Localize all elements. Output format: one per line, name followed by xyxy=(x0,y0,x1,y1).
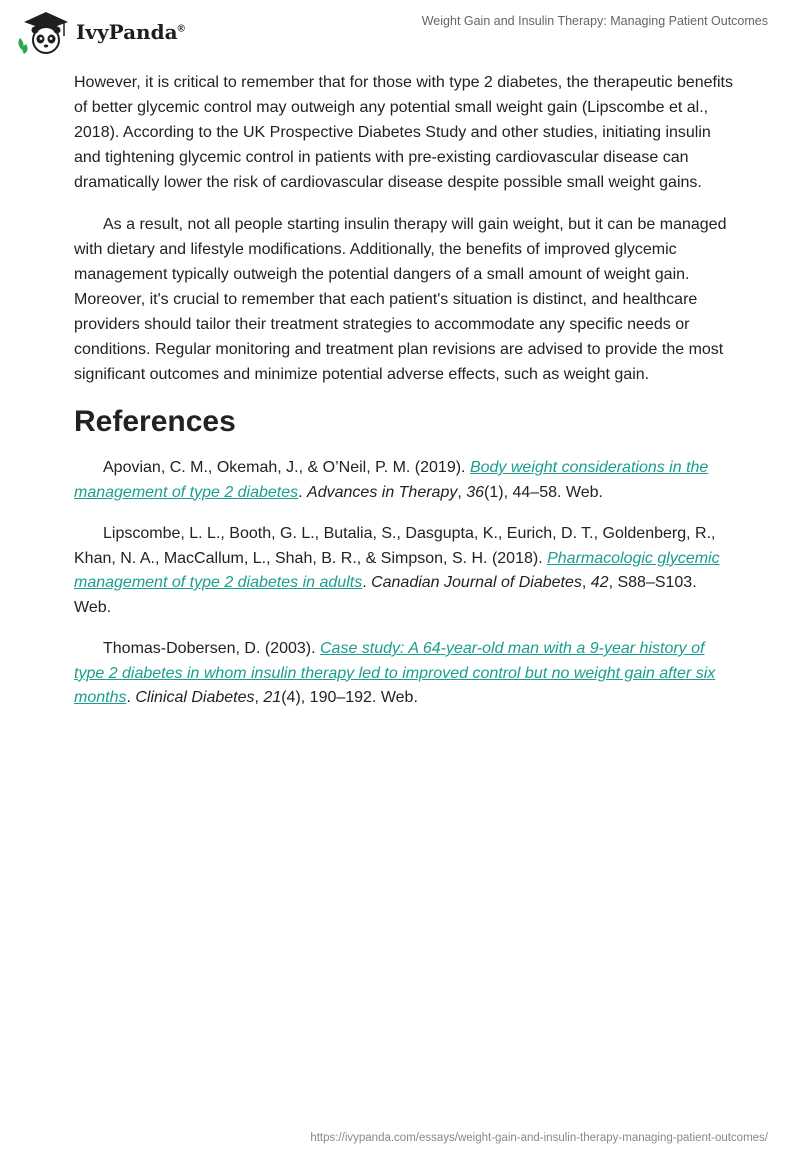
references-heading: References xyxy=(74,405,236,438)
reference-authors: Apovian, C. M., Okemah, J., & O’Neil, P. M. (2019). xyxy=(103,459,466,476)
logo-wordmark: IvyPanda® xyxy=(76,20,185,44)
running-head: Weight Gain and Insulin Therapy: Managing Patient Outcomes xyxy=(421,14,768,28)
ivypanda-logo[interactable] xyxy=(14,8,214,56)
footer-source-url[interactable]: https://ivypanda.com/essays/weight-gain-and-insulin-therapy-managing-patient-outcomes/ xyxy=(310,1132,768,1144)
panda-graduate-icon xyxy=(14,8,72,56)
reference-journal: Canadian Journal of Diabetes xyxy=(371,574,582,591)
reference-pages: (4), 190–192. Web. xyxy=(281,689,418,706)
reference-volume: 21 xyxy=(263,689,282,706)
reference-volume: 36 xyxy=(466,483,485,501)
document-body xyxy=(74,70,734,728)
reference-pages: (1), 44–58. Web. xyxy=(484,483,603,501)
reference-item: Thomas-Dobersen, D. (2003). Case study: A 64-year-old man with a 9-year history of type 2 diabetes in whom insulin therapy led to improved control but no weight gain after six months. Clinical Diabetes, 21(4), 190–192. Web. xyxy=(74,640,716,706)
reference-pages: , S88–S103. Web. xyxy=(74,574,697,616)
reference-volume: 42 xyxy=(590,574,609,591)
reference-authors: Thomas-Dobersen, D. (2003). xyxy=(103,640,316,657)
reference-authors: Lipscombe, L. L., Booth, G. L., Butalia, S., Dasgupta, K., Eurich, D. T., Goldenberg, R., Khan, N. A., MacCallum, L., Shah, B. R., & Simpson, S. H. (2018). xyxy=(74,525,716,567)
reference-journal: Advances in Therapy xyxy=(307,483,458,501)
reference-item: Apovian, C. M., Okemah, J., & O’Neil, P. M. (2019). Body weight considerations in the management of type 2 diabetes. Advances in Therapy, 36(1), 44–58. Web. xyxy=(74,459,709,501)
reference-link[interactable]: Case study: A 64-year-old man with a 9-year history of type 2 diabetes in whom insulin therapy led to improved control but no weight gain after six months xyxy=(74,640,716,706)
reference-item: Lipscombe, L. L., Booth, G. L., Butalia, S., Dasgupta, K., Eurich, D. T., Goldenberg, R., Khan, N. A., MacCallum, L., Shah, B. R., & Simpson, S. H. (2018). Pharmacologic glycemic management of type 2 diabetes in adults. Canadian Journal of Diabetes, 42, S88–S103. Web. xyxy=(74,525,720,616)
reference-link[interactable]: Pharmacologic glycemic management of type 2 diabetes in adults xyxy=(74,549,720,591)
paragraph-1: However, it is critical to remember that for those with type 2 diabetes, the therapeutic benefits of better glycemic control may outweigh any potential small weight gain (Lipscombe et al., 2018). According to the UK Prospective Diabetes Study and other studies, initiating insulin and tightening glycemic control in patients with pre-existing cardiovascular disease can dramatically lower the risk of cardiovascular disease despite possible small weight gains. xyxy=(74,74,733,191)
page-header xyxy=(0,0,800,60)
reference-link[interactable]: Body weight considerations in the management of type 2 diabetes xyxy=(74,459,709,501)
reference-journal: Clinical Diabetes xyxy=(135,689,255,706)
registered-mark: ® xyxy=(177,23,185,35)
paragraph-2: As a result, not all people starting insulin therapy will gain weight, but it can be managed with dietary and lifestyle modifications. Additionally, the benefits of improved glycemic management typically outweigh the potential dangers of a small amount of weight gain. Moreover, it's crucial to remember that each patient's situation is distinct, and healthcare providers should tailor their treatment strategies to accommodate any specific needs or conditions. Regular monitoring and treatment plan revisions are advised to provide the most significant outcomes and minimize potential adverse effects, such as weight gain. xyxy=(74,216,727,383)
